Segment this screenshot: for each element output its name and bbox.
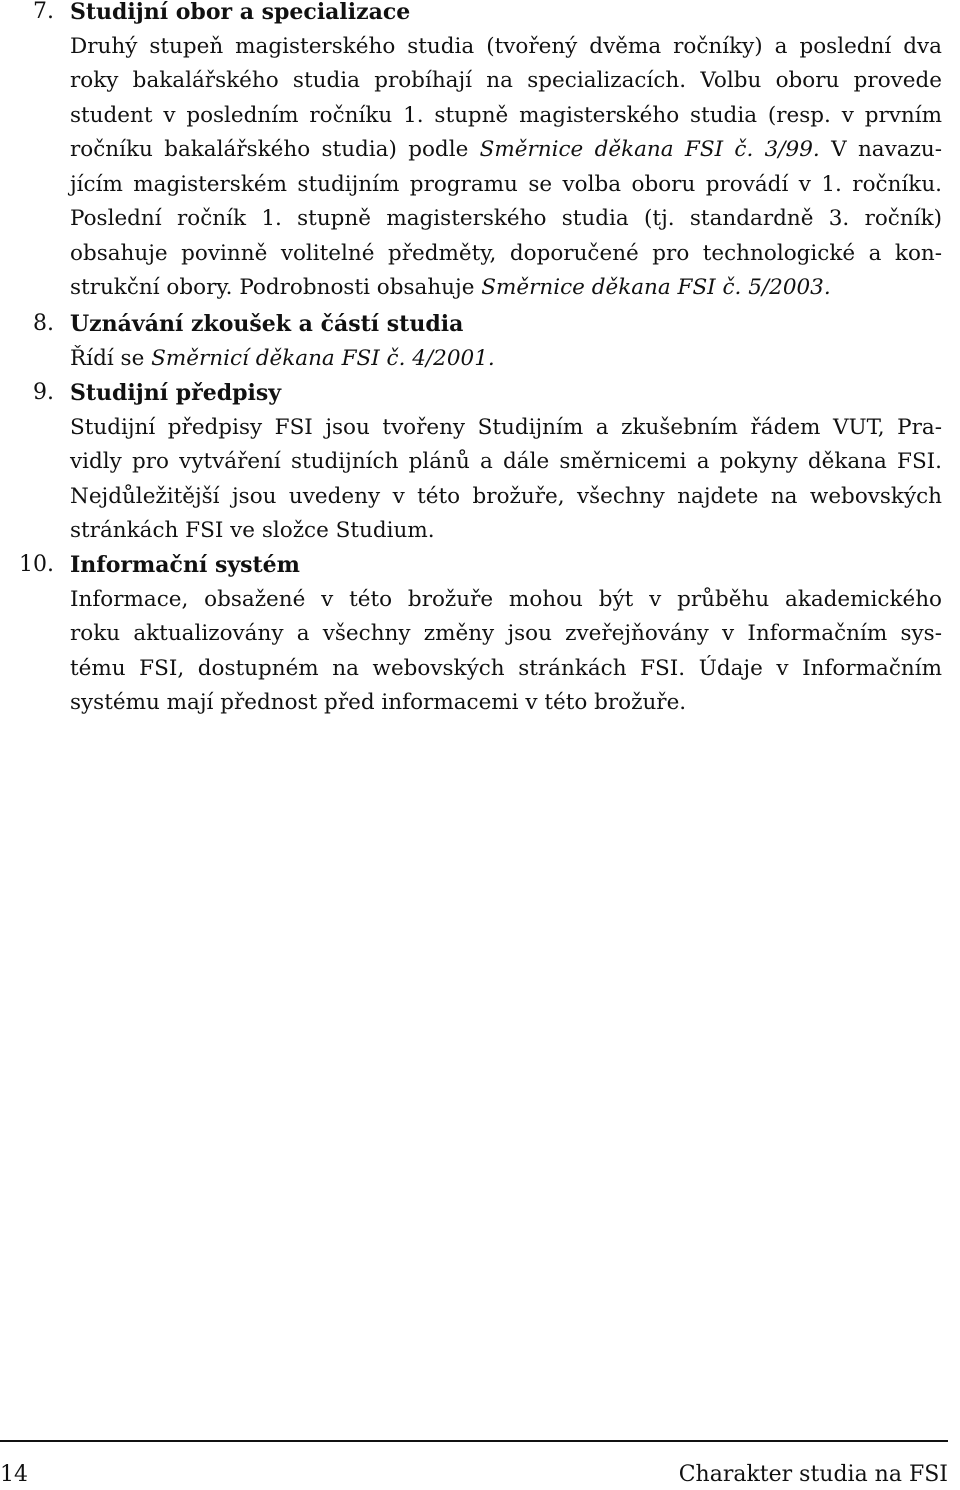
section-heading: Studijní obor a specializace — [70, 0, 411, 25]
text-run: Informace, obsažené v této brožuře mohou být v průběhu akademického — [70, 586, 942, 612]
section-text — [70, 30, 942, 306]
text-run: Nejdůležitější jsou uvedeny v této brožuře, všechny najdete na webovských — [70, 483, 942, 509]
footer-rule — [0, 1440, 948, 1442]
page-number: 14 — [0, 1462, 28, 1487]
running-title: Charakter studia na FSI — [678, 1462, 948, 1487]
text-line — [70, 237, 942, 272]
text-run: obsahuje povinně volitelné předměty, doporučené pro technologické a kon- — [70, 240, 942, 266]
italic-reference: Směrnicí děkana FSI č. 4/2001. — [151, 345, 495, 371]
section-heading: Uznávání zkoušek a částí studia — [70, 311, 464, 337]
text-line — [70, 480, 942, 515]
text-run: V navazu- — [819, 137, 943, 162]
text-run: Studijní předpisy FSI jsou tvořeny Studijním a zkušebním řádem VUT, Pra- — [70, 414, 942, 440]
text-line — [70, 202, 942, 237]
text-run: ročníku bakalářského studia) podle — [70, 137, 480, 162]
section-text — [70, 583, 942, 721]
text-run: roky bakalářského studia probíhají na specializacích. Volbu oboru provede — [70, 68, 942, 93]
section-text — [70, 411, 942, 549]
text-run: student v posledním ročníku 1. stupně magisterského studia (resp. v prvním — [70, 102, 942, 128]
section-number: 10. — [19, 552, 54, 577]
section-heading: Studijní předpisy — [70, 380, 282, 406]
section-number: 7. — [33, 0, 54, 24]
text-run: stránkách FSI ve složce Studium. — [70, 518, 435, 543]
text-run: Druhý stupeň magisterského studia (tvořený dvěma ročníky) a poslední dva — [70, 33, 942, 59]
text-run: Poslední ročník 1. stupně magisterského studia (tj. standardně 3. ročník) — [70, 206, 942, 231]
text-line — [70, 652, 942, 687]
text-run: strukční obory. Podrobnosti obsahuje — [70, 275, 482, 300]
italic-reference: Směrnice děkana FSI č. 5/2003. — [481, 275, 831, 300]
section-text — [70, 342, 942, 377]
text-line — [70, 686, 942, 721]
section-number: 9. — [33, 380, 54, 405]
text-line — [70, 99, 942, 134]
text-line — [70, 168, 942, 203]
text-line — [70, 133, 942, 168]
text-run: roku aktualizovány a všechny změny jsou zveřejňovány v Informačním sys- — [70, 621, 942, 646]
section-heading: Informační systém — [70, 552, 300, 578]
text-line — [70, 445, 942, 480]
text-line — [70, 411, 942, 446]
text-line — [70, 342, 942, 377]
text-run: vidly pro vytváření studijních plánů a dále směrnicemi a pokyny děkana FSI. — [70, 449, 942, 474]
text-run: tému FSI, dostupném na webovských stránkách FSI. Údaje v Informačním — [70, 655, 942, 681]
text-line — [70, 617, 942, 652]
text-line — [70, 30, 942, 65]
text-run: jícím magisterském studijním programu se volba oboru provádí v 1. ročníku. — [70, 171, 942, 197]
text-line — [70, 64, 942, 99]
italic-reference: Směrnice děkana FSI č. 3/99. — [479, 137, 820, 162]
text-line — [70, 514, 942, 549]
section-number: 8. — [33, 311, 54, 336]
text-run: Řídí se — [70, 345, 152, 371]
text-line — [70, 271, 942, 306]
text-line — [70, 583, 942, 618]
text-run: systému mají přednost před informacemi v této brožuře. — [70, 690, 687, 715]
